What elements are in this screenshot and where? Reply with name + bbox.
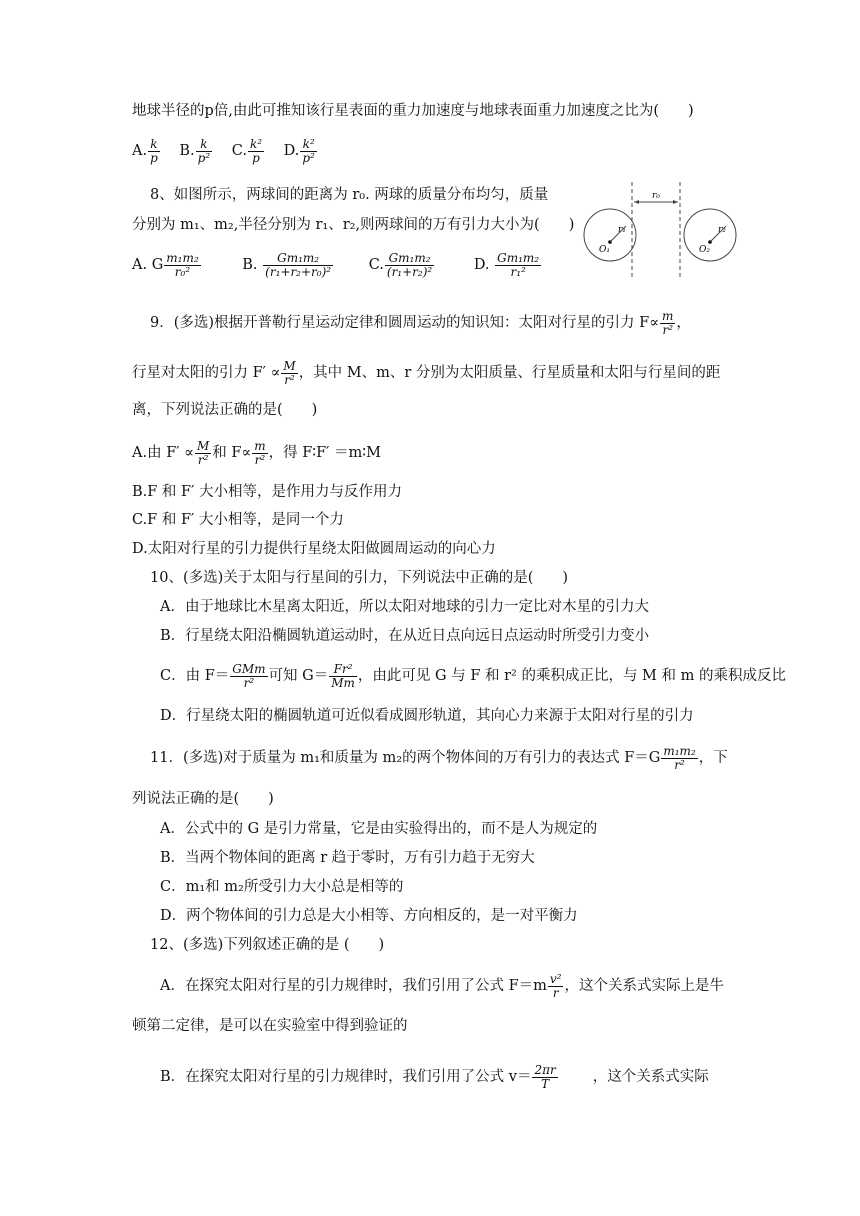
q11-option-d[interactable]: D．两个物体间的引力总是大小相等、方向相反的，是一对平衡力 [160,908,578,924]
q9-option-d[interactable]: D.太阳对行星的引力提供行星绕太阳做圆周运动的向心力 [132,541,496,557]
q8-option-d[interactable]: D. $\frac{\text{Gm₁m₂}}{\text{r₁²}}$ [473,251,540,279]
q7-options [132,138,332,164]
q12-option-a-line2: 顿第二定律，是可以在实验室中得到验证的 [132,1018,408,1034]
q12-option-a[interactable]: A．在探究太阳对行星的引力规律时，我们引用了公式 F＝m $\frac{\text{v²}}{r}$ ，这个关系式实际上是牛 [160,972,724,1000]
q9-option-c[interactable]: C.F 和 F′ 大小相等，是同一个力 [132,512,344,528]
sphere-2 [684,209,736,261]
q8-option-a[interactable]: A. G $\frac{\text{m₁m₂}}{\text{r₀²}}$ [132,251,199,279]
q9-line1: 9．(多选)根据开普勒行星运动定律和圆周运动的知识知：太阳对行星的引力 F∝ $\frac{m}{\text{r²}}$ ， [150,309,691,337]
q12-option-b[interactable]: B．在探究太阳对行星的引力规律时，我们引用了公式 v＝ $\frac{2\pi r}{T}$ ，这个关系式实际 [160,1063,709,1091]
o1-label: O₁ [599,245,610,255]
q7-option-a[interactable]: A. $\frac{k}{p}$ [132,137,158,165]
q10-option-a[interactable]: A．由于地球比木星离太阳近，所以太阳对地球的引力一定比对木星的引力大 [160,599,649,615]
q11-option-a[interactable]: A．公式中的 G 是引力常量，它是由实验得出的，而不是人为规定的 [160,821,598,837]
r1-label: r₁ [618,225,626,235]
q11-option-c[interactable]: C．m₁和 m₂所受引力大小总是相等的 [160,879,404,895]
q9-line2: 行星对太阳的引力 F′ ∝ $\frac{M}{\text{r²}}$ ，其中 M、m、r 分别为太阳质量、行星质量和太阳与行星间的距 [132,359,721,387]
two-spheres-diagram [580,180,740,280]
q7-option-b[interactable]: B. $\frac{k}{\text{p²}}$ [179,137,211,165]
q8-option-c[interactable]: C. $\frac{\text{Gm₁m₂}}{\text{(r₁+r₂)²}}$ [368,251,433,279]
q9-line3: 离，下列说法正确的是( ) [132,402,318,418]
sphere-1 [584,209,636,261]
q7-option-d[interactable]: D. $\frac{\text{k²}}{\text{p²}}$ [283,137,315,165]
q7-option-c[interactable]: C. $\frac{\text{k²}}{p}$ [231,137,263,165]
q8-line2: 分别为 m₁、m₂,半径分别为 r₁、r₂,则两球间的万有引力大小为( ) [132,217,575,233]
q10-option-b[interactable]: B．行星绕太阳沿椭圆轨道运动时，在从近日点向远日点运动时所受引力变小 [160,628,650,644]
q11-option-b[interactable]: B．当两个物体间的距离 r 趋于零时，万有引力趋于无穷大 [160,850,535,866]
q11-line1: 11．(多选)对于质量为 m₁和质量为 m₂的两个物体间的万有引力的表达式 F＝G $\frac{\text{m₁m₂}}{\text{r²}}$ ，下 [150,744,728,772]
q8-options [132,252,542,278]
q9-option-b[interactable]: B.F 和 F′ 大小相等，是作用力与反作用力 [132,484,403,500]
q8-line1: 8、如图所示，两球间的距离为 r₀. 两球的质量分布均匀，质量 [150,187,549,203]
r0-label: r₀ [652,191,660,201]
q11-line2: 列说法正确的是( ) [132,791,274,807]
q10-option-c[interactable]: C．由 F＝ $\frac{\text{GMm}}{\text{r²}}$ 可知 G＝ $\frac{\text{Fr²}}{Mm}$ ，由此可见 G 与 F 和 r² 的乘积成正比，与 M 和 m 的乘积成反比 [160,662,786,690]
q10-option-d[interactable]: D．行星绕太阳的椭圆轨道可近似看成圆形轨道，其向心力来源于太阳对行星的引力 [160,708,694,724]
q10-stem: 10、(多选)关于太阳与行星间的引力，下列说法中正确的是( ) [150,570,569,586]
r2-label: r₂ [718,225,726,235]
q12-stem: 12、(多选)下列叙述正确的是 ( ) [150,937,385,953]
q9-option-a[interactable]: A.由 F′ ∝ $\frac{M}{\text{r²}}$ 和 F∝ $\frac{m}{\text{r²}}$ ，得 F∶F′ ＝m∶M [132,439,381,467]
q7-text-line: 地球半径的p倍,由此可推知该行星表面的重力加速度与地球表面重力加速度之比为( ) [132,103,694,119]
q8-option-b[interactable]: B. $\frac{\text{Gm₁m₂}}{\text{(r₁+r₂+r₀)²}}$ [242,251,332,279]
o2-label: O₂ [699,245,710,255]
